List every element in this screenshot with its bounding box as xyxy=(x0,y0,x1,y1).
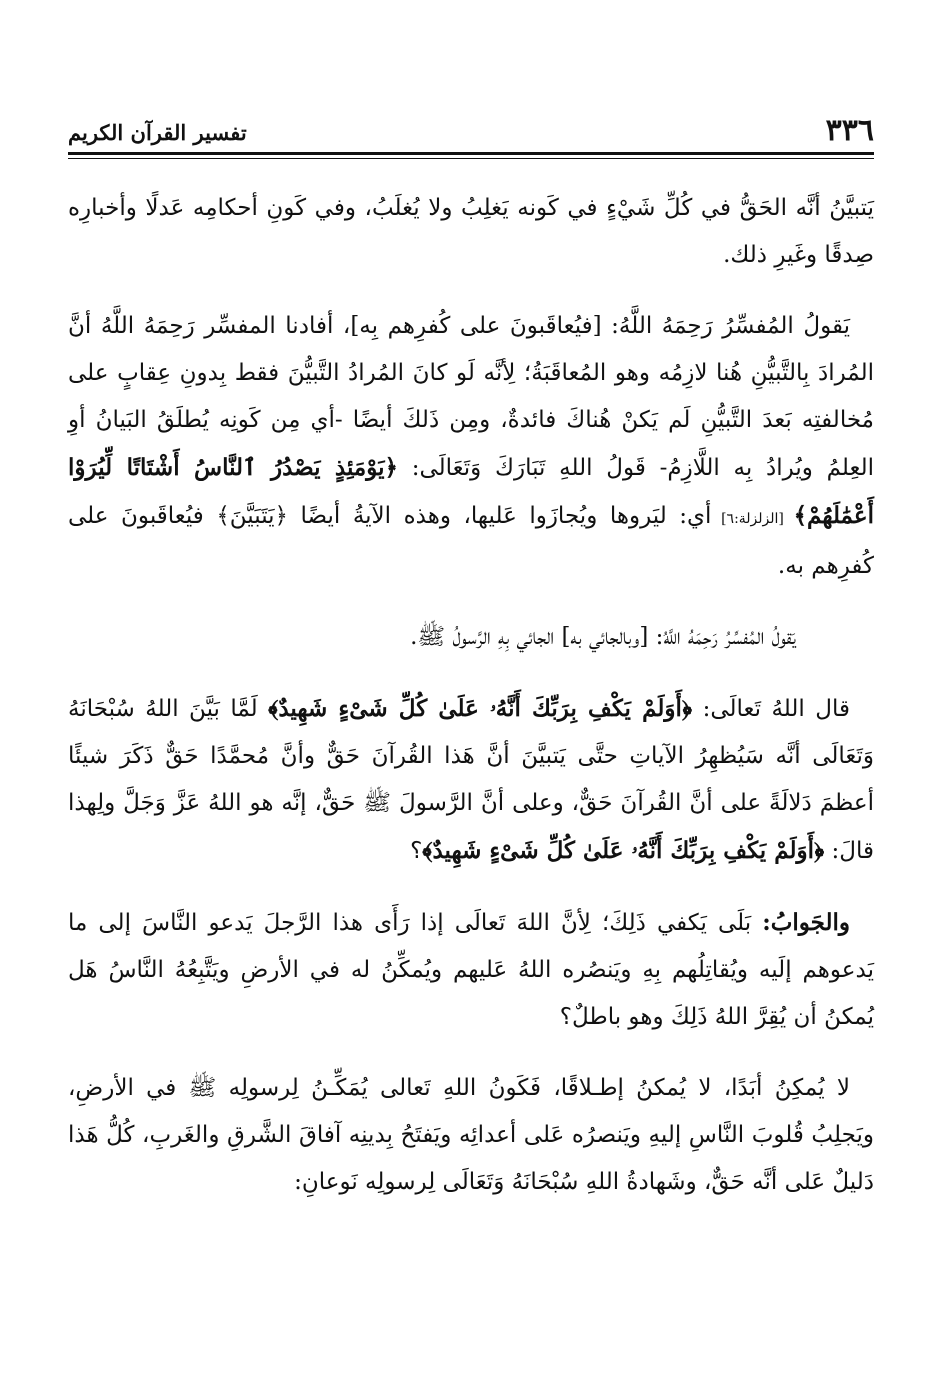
paragraph-text: لَمَّا بَيَّنَ اللهُ سُبْحَانَهُ وَتَعَالَى أنَّه سَيُظهِرُ الآياتِ حتَّى يَتبيَّنَ أنَّ هَذا القُرآنَ حَقٌّ وأنَّ مُحمَّدًا حَقٌّ ذَكَرَ شيئًا أعظمَ دَلالَةً على أنَّ القُرآنَ حَقٌّ، وعلى أنَّ الرَّسولَ ﷺ حَقٌّ، إنَّه هو اللهُ عَزَّ وَجَلَّ ولِهذا قالَ: xyxy=(68,696,874,864)
paragraph-2 xyxy=(68,303,874,590)
quran-verse: ﴿يَوْمَئِذٍ يَصْدُرُ ٱلنَّاسُ أَشْتَاتًا لِّيُرَوْا أَعْمَٰلَهُمْ﴾ xyxy=(68,454,874,529)
paragraph-text: أي: ليَروها ويُجازَوا عَليها، وهذه الآيةُ أيضًا ﴿يَتَبَيَّنَ﴾ فيُعاقَبونَ على كُفرِهم به. xyxy=(68,503,874,579)
paragraph-text: ؟ xyxy=(410,838,423,864)
paragraph-text: يَتبيَّنُ أنَّه الحَقُّ في كُلِّ شَيْءٍ في كَونه يَغلِبُ ولا يُغلَبُ، وفي كَونِ أحكامِه عَدلًا وأخبارِه صِدقًا وغَيرِ ذلك. xyxy=(68,195,874,268)
paragraph-text: قال اللهُ تَعالَى: xyxy=(692,696,850,722)
quran-verse: ﴿أَوَلَمْ يَكْفِ بِرَبِّكَ أَنَّهُۥ عَلَىٰ كُلِّ شَىْءٍ شَهِيدٌ﴾ xyxy=(422,837,825,864)
header-rule-thin xyxy=(68,158,874,159)
paragraph-1 xyxy=(68,185,874,279)
paragraph-text: يَقولُ المُفسِّرُ رَحِمَهُ اللَّهُ: [فيُعاقَبونَ على كُفرِهم بِه]، أفادنا المفسِّر رَحِمَهُ اللَّهُ أنَّ المُرادَ بِالتَّبيُّنِ هُنا لازِمُه وهو المُعاقَبَةُ؛ لِأنَّه لَو كانَ المُرادُ التَّبيُّنَ فقط بِدونِ عِقابٍ على مُخالفتِه بَعدَ التَّبيُّنِ لَم يَكنْ هُناكَ فائدةٌ، ومِن ذَلكَ أيضًا -أي مِن كَونِه يُطلَقُ البَيانُ أوِ العِلمُ ويُرادُ بِه اللَّازِمُ- قَولُ اللهِ تَبَارَكَ وَتَعَالَى: xyxy=(68,313,875,481)
paragraph-6 xyxy=(68,1065,874,1206)
paragraph-5 xyxy=(68,899,874,1041)
header-rule-thick xyxy=(68,152,874,155)
page-number: ٣٣٦ xyxy=(825,113,874,148)
paragraph-lead: والجَوابُ: xyxy=(762,909,850,936)
paragraph-text: بَلَى يَكفي ذَلِكَ؛ لِأنَّ اللهَ تَعالَى إذا رَأَى هذا الرَّجلَ يَدعو النَّاسَ إلى ما يَدعوهم إلَيه ويُقاتِلُهم بِهِ ويَنصُره اللهُ عَليهم ويُمكِّنُ له في الأرضِ ويَتَّبِعُهُ النَّاسُ هَل يُمكنُ أن يُقِرَّ اللهُ ذَلِكَ وهو باطلٌ؟ xyxy=(68,910,874,1030)
paragraph-3 xyxy=(68,614,874,661)
page-header xyxy=(68,112,874,148)
running-title: تفسير القرآن الكريم xyxy=(68,120,247,145)
paragraph-4 xyxy=(68,685,874,875)
paragraph-text: لا يُمكِنُ أبَدًا، لا يُمكنُ إطـلاقًا، فَكَونُ اللهِ تَعالى يُمَكِّـنُ لِرسولِه ﷺ في الأرضِ، ويَجلِبُ قُلوبَ النَّاسِ إليهِ ويَنصرُه عَلى أعدائِه ويَفتَحُ بِدينِه آفاقَ الشَّرقِ والغَربِ، كُلُّ هَذا دَليلٌ عَلى أنَّه حَقٌّ، وشَهادةُ اللهِ سُبْحَانَهُ وَتَعَالَى لِرسولِه نَوعانِ: xyxy=(68,1075,874,1195)
quran-verse: ﴿أَوَلَمْ يَكْفِ بِرَبِّكَ أَنَّهُۥ عَلَىٰ كُلِّ شَىْءٍ شَهِيدٌ﴾ xyxy=(268,695,693,722)
verse-reference: [الزلزلة:٦] xyxy=(711,511,794,527)
paragraph-text: يَقولُ المُفسِّرُ رَحِمَهُ اللَّهُ: [وبالجائي به] الجائي بِهِ الرَّسولُ ﷺ. xyxy=(410,624,796,650)
page-body xyxy=(68,185,874,1230)
